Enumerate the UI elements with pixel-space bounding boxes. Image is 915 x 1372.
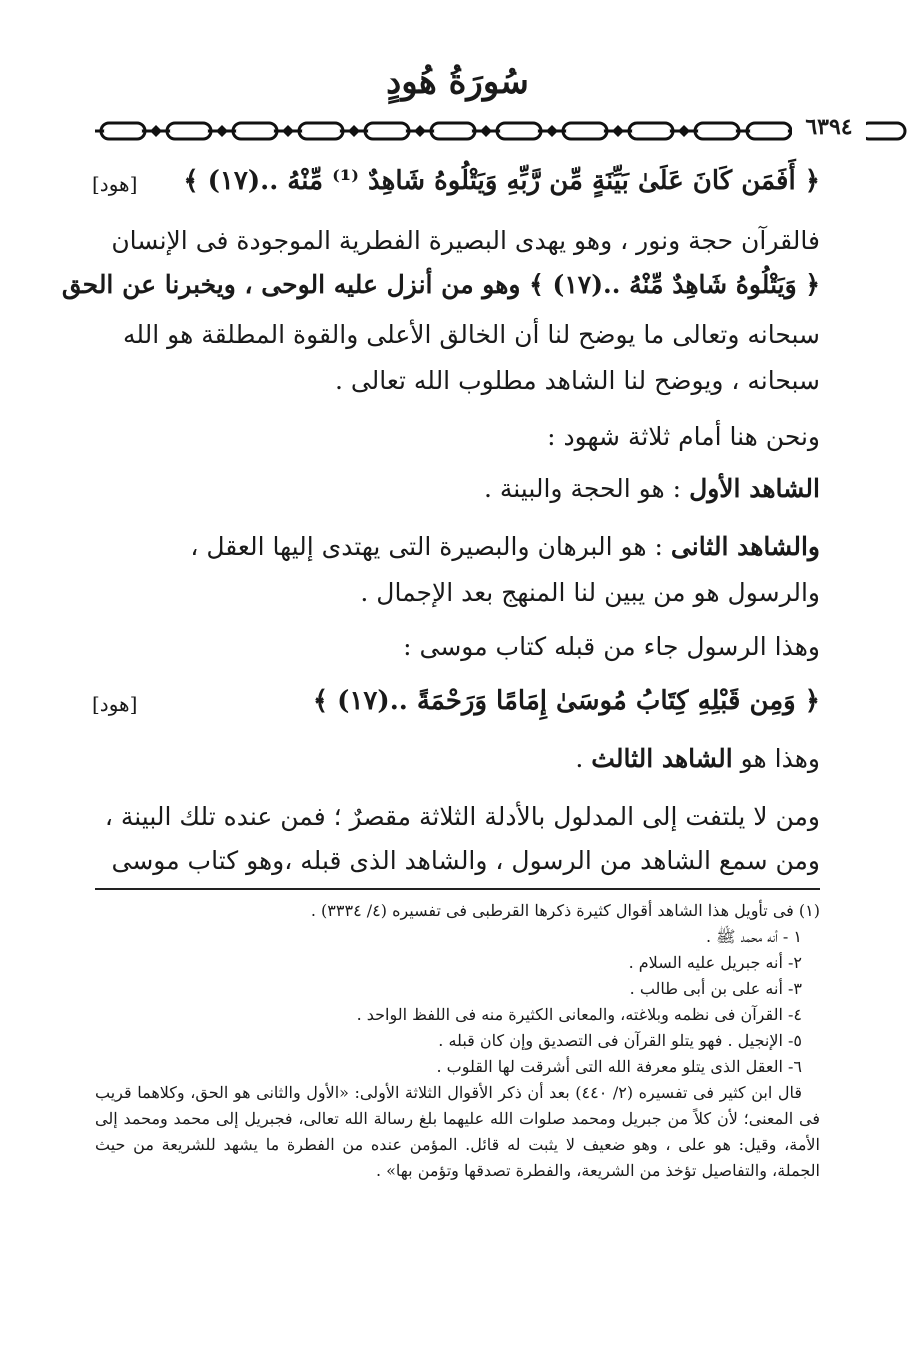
verse-1-reference: [هود]: [92, 172, 138, 196]
paragraph-3: وهذا الرسول جاء من قبله كتاب موسى :: [403, 632, 820, 661]
paragraph-1-line-4: سبحانه ، ويوضح لنا الشاهد مطلوب الله تعالى .: [334, 366, 820, 395]
paragraph-2: ونحن هنا أمام ثلاثة شهود :: [547, 422, 820, 451]
witness-1-line: [95, 474, 820, 503]
footnotes: [95, 898, 820, 1184]
witness-3-line: [95, 744, 820, 773]
witness-2-line-1: [95, 532, 820, 561]
footnote-intro: (١) فى تأويل هذا الشاهد أقوال كثيرة ذكرها القرطبى فى تفسيره (٤/ ٣٣٣٤) .: [310, 901, 820, 920]
quran-verse-1: ﴿ أَفَمَن كَانَ عَلَىٰ بَيِّنَةٍ مِّن رَّبِّهِ وَيَتْلُوهُ شَاهِدٌ ⁽¹⁾ مِّنْهُ ..(١٧) ﴾: [183, 166, 820, 196]
witness-3-suffix: .: [575, 744, 584, 773]
quran-verse-2: ﴿ وَمِن قَبْلِهِ كِتَابُ مُوسَىٰ إِمَامًا وَرَحْمَةً ..(١٧) ﴾: [312, 686, 820, 716]
witness-3-label: الشاهد الثالث: [591, 744, 733, 773]
footnote-item: ٣- أنه على بن أبى طالب .: [629, 979, 802, 998]
paragraph-1-line-1: فالقرآن حجة ونور ، وهو يهدى البصيرة الفطرية الموجودة فى الإنسان: [111, 226, 820, 255]
footnote-item: ٥- الإنجيل . فهو يتلو القرآن فى التصديق وإن كان قبله .: [438, 1031, 802, 1050]
witness-2-label: والشاهد الثانى: [670, 532, 820, 561]
witness-1-text: : هو الحجة والبينة .: [483, 474, 682, 503]
paragraph-1-line-3: سبحانه وتعالى ما يوضح لنا أن الخالق الأعلى والقوة المطلقة هو الله: [122, 320, 820, 349]
witness-1-label: الشاهد الأول: [689, 474, 820, 503]
footnote-closing: قال ابن كثير فى تفسيره (٢/ ٤٤٠) بعد أن ذكر الأقوال الثلاثة الأولى: «الأول والثانى هو الحق، وكلاهما قريب فى المعنى؛ لأن كلاً من جبريل ومحمد صلوات الله عليهما بلغ رسالة الله تعالى، فجبريل إلى محمد ومحمد إلى الأمة، وقيل: هو على ، وهو ضعيف لا يثبت له قائل. المؤمن عنده من الفطرة ما يشهد للشريعة من حيث الجملة، والتفاصيل تؤخذ من الشريعة، والفطرة تصدقها وتؤمن بها» .: [95, 1083, 821, 1180]
paragraph-4-line-1: ومن لا يلتفت إلى المدلول بالأدلة الثلاثة مقصرٌ ؛ فمن عنده تلك البينة ،: [104, 802, 820, 831]
footnote-item: ٢- أنه جبريل عليه السلام .: [628, 953, 802, 972]
page-number: ٦٣٩٤: [792, 114, 866, 140]
witness-2-line-2: والرسول هو من يبين لنا المنهج بعد الإجمال .: [360, 578, 820, 607]
surah-title: سُورَةُ هُودٍ: [386, 62, 529, 102]
header-ornament: [95, 118, 795, 144]
witness-3-prefix: وهذا هو: [740, 744, 820, 773]
witness-2-text: : هو البرهان والبصيرة التى يهتدى إليها العقل ،: [190, 532, 663, 561]
footnote-item: ١ - أنه محمد ﷺ .: [705, 927, 802, 946]
paragraph-1-line-2: ﴿ وَيَتْلُوهُ شَاهِدٌ مِّنْهُ ..(١٧) ﴾ وهو من أنزل عليه الوحى ، ويخبرنا عن الحق: [61, 270, 820, 299]
footnote-item: ٦- العقل الذى يتلو معرفة الله التى أشرقت لها القلوب .: [436, 1057, 802, 1076]
paragraph-4-line-2: ومن سمع الشاهد من الرسول ، والشاهد الذى قبله ،وهو كتاب موسى: [111, 846, 820, 875]
footnote-divider: [95, 888, 820, 890]
footnote-item: ٤- القرآن فى نظمه وبلاغته، والمعانى الكثيرة منه فى اللفظ الواحد .: [356, 1005, 802, 1024]
verse-2-reference: [هود]: [92, 692, 138, 716]
